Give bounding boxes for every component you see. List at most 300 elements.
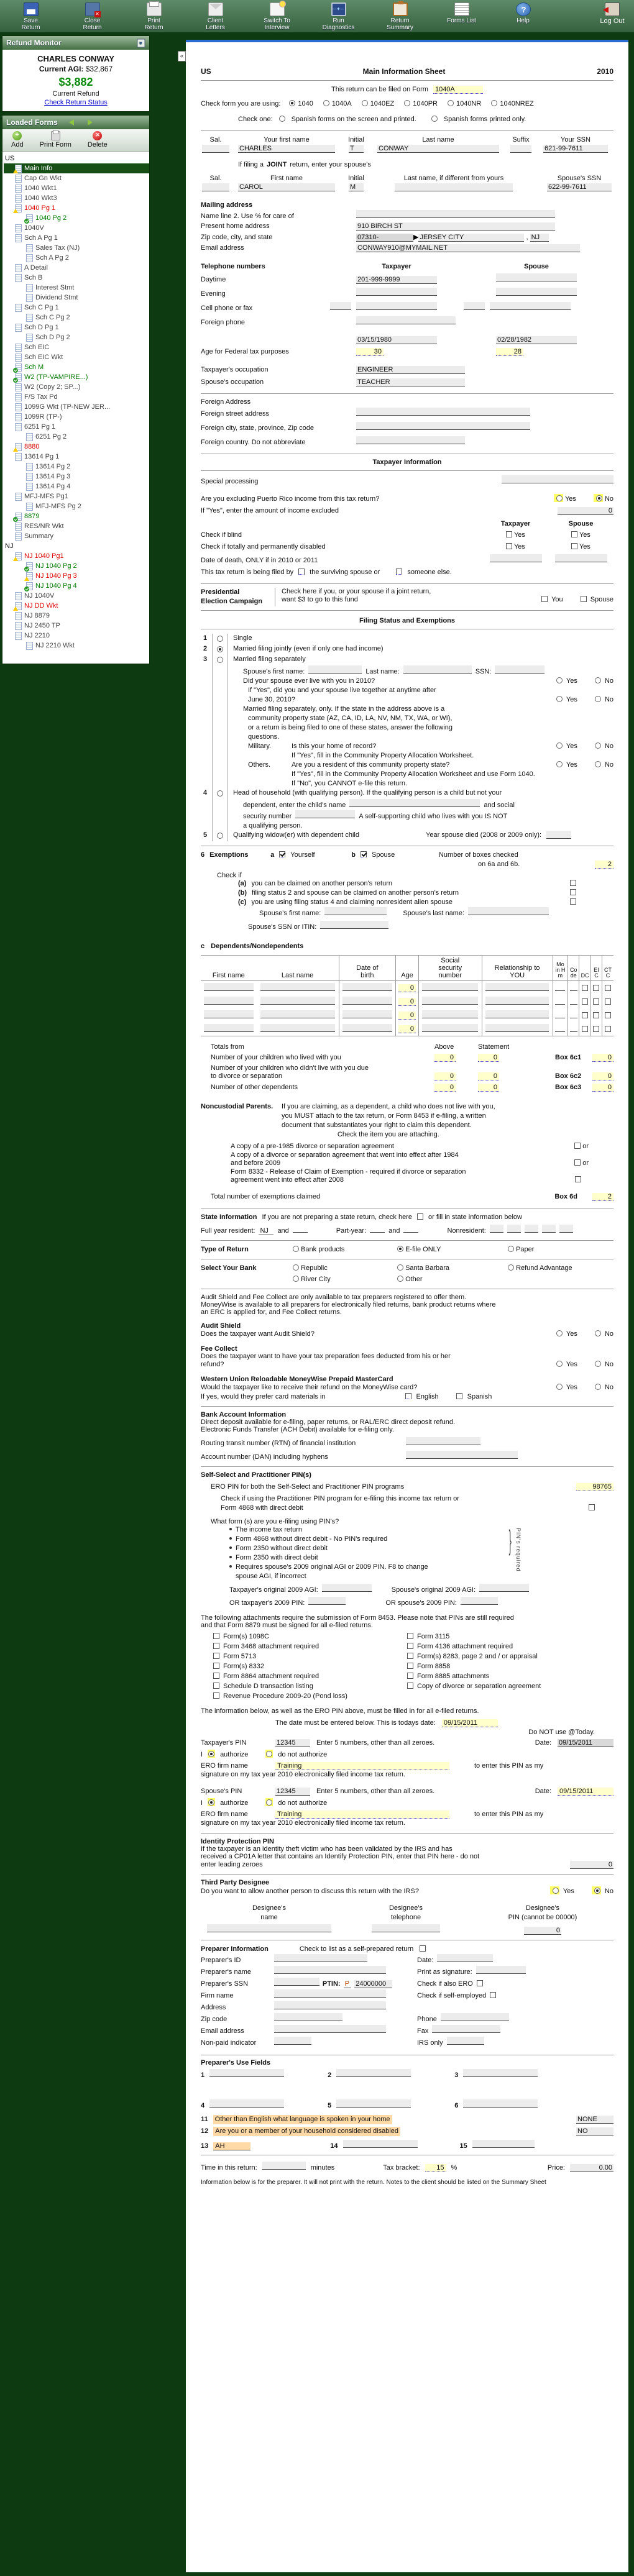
preparer-fax-field[interactable] (432, 2025, 500, 2033)
tree-item[interactable] (4, 173, 149, 183)
email-field[interactable]: CONWAY910@MYMAIL.NET (356, 244, 580, 252)
preparer-ssn-field[interactable] (274, 1978, 319, 1986)
tree-item[interactable] (4, 482, 149, 491)
foreign-street-field[interactable] (356, 408, 530, 416)
tree-item[interactable] (4, 432, 149, 442)
tp-not-authorize-radio[interactable] (266, 1751, 272, 1757)
logout-button[interactable]: Log Out (590, 0, 634, 25)
dep-eic-checkbox[interactable] (593, 998, 599, 1005)
tree-item[interactable] (4, 531, 149, 541)
use-field[interactable]: 3 (454, 2069, 538, 2081)
attachment-option[interactable]: Form 4136 attachment required (407, 1642, 613, 1651)
pec-spouse-checkbox[interactable] (581, 596, 587, 602)
attachment-option[interactable]: Form(s) 8283, page 2 and / or appraisal (407, 1651, 613, 1661)
evening-tp-field[interactable] (356, 288, 437, 296)
dep-first-field[interactable] (204, 1024, 254, 1032)
pr-amount-field[interactable]: 0 (558, 507, 613, 515)
dep-first-field[interactable] (204, 983, 254, 991)
back-arrow-icon[interactable] (69, 119, 74, 126)
also-ero-checkbox[interactable] (477, 1980, 483, 1986)
tree-item[interactable] (4, 631, 149, 641)
spouse-salutation-field[interactable] (202, 183, 229, 191)
dep-months-field[interactable] (555, 1024, 565, 1032)
dep-eic-checkbox[interactable] (593, 985, 599, 991)
spouse-last-name-field[interactable] (395, 183, 513, 191)
designee-phone-field[interactable] (372, 1924, 440, 1932)
cell-tp-field[interactable] (356, 302, 437, 310)
preparer-zip-field[interactable] (274, 2013, 342, 2021)
dep-ssn-field[interactable] (422, 997, 478, 1005)
tree-item[interactable] (4, 313, 149, 322)
fullyear-state2-field[interactable] (293, 1225, 308, 1233)
nra-spouse-ssn-field[interactable] (320, 921, 388, 929)
death-date-sp-field[interactable] (555, 554, 607, 562)
tree-item[interactable] (4, 233, 149, 243)
spanish-screen-radio[interactable] (279, 116, 285, 122)
military-no-radio[interactable] (595, 742, 601, 749)
tree-item[interactable] (4, 392, 149, 402)
check-return-status-link[interactable]: Check Return Status (44, 99, 108, 106)
dep-ssn-field[interactable] (422, 1024, 478, 1032)
ero-pin-field[interactable]: 98765 (576, 1483, 613, 1491)
tree-item[interactable] (4, 501, 149, 511)
disabled-sp-checkbox[interactable] (571, 543, 577, 549)
attachment-option[interactable]: Form 3468 attachment required (213, 1642, 407, 1651)
fee-no-radio[interactable] (595, 1361, 601, 1367)
tpd-no-radio[interactable] (594, 1888, 600, 1894)
todays-date-field[interactable]: 09/15/2011 (442, 1719, 498, 1727)
fs-single-radio[interactable] (217, 636, 223, 642)
toolbar-button[interactable]: Return Summary (369, 0, 431, 31)
republic-radio[interactable] (293, 1264, 299, 1271)
radio-icon[interactable] (323, 100, 329, 106)
dep-relationship-field[interactable] (485, 997, 549, 1005)
preparer-date-field[interactable] (437, 1954, 493, 1962)
attachment-option[interactable]: Form 3115 (407, 1632, 613, 1642)
tree-item[interactable] (4, 153, 149, 163)
attachment-option[interactable]: Form(s) 8332 (213, 1661, 407, 1671)
toolbar-button[interactable]: ─✦─ Run Diagnostics (308, 0, 369, 31)
dep-months-field[interactable] (555, 997, 565, 1005)
radio-icon[interactable] (362, 100, 368, 106)
tree-item[interactable] (4, 452, 149, 462)
toolbar-button[interactable]: ? Help (492, 0, 554, 31)
dep-dob-field[interactable] (342, 1010, 392, 1018)
blind-tp-checkbox[interactable] (506, 531, 512, 537)
fullyear-state1-field[interactable]: NJ (259, 1227, 273, 1235)
audit-no-radio[interactable] (595, 1330, 601, 1336)
attachment-checkbox[interactable] (213, 1653, 219, 1659)
audit-yes-radio[interactable] (556, 1330, 563, 1336)
tree-item[interactable] (4, 253, 149, 263)
pr-no-radio[interactable] (596, 495, 602, 501)
price-field[interactable]: 0.00 (570, 2164, 613, 2172)
dep-dc-checkbox[interactable] (582, 1026, 588, 1032)
dep-ssn-field[interactable] (422, 1010, 478, 1018)
print-as-signature-field[interactable] (476, 1966, 526, 1974)
foreign-country-field[interactable] (356, 436, 465, 444)
exemption-yourself-checkbox[interactable] (279, 851, 285, 857)
toolbar-button[interactable]: Save Return (0, 0, 62, 31)
form-using-option[interactable]: 1040 (289, 99, 313, 109)
efile-only-radio[interactable] (397, 1246, 403, 1252)
ssn-field[interactable]: 621-99-7611 (543, 145, 608, 153)
tree-item[interactable] (4, 243, 149, 253)
disabled-answer-field[interactable]: NO (576, 2127, 613, 2135)
language-answer-field[interactable]: NONE (576, 2116, 613, 2124)
tree-item[interactable] (4, 322, 149, 332)
sp-2009-agi-field[interactable] (479, 1584, 529, 1592)
use-field[interactable]: 5 (328, 2099, 411, 2111)
add-form-button[interactable]: + Add (11, 131, 24, 149)
form-using-option[interactable]: 1040A (323, 99, 352, 109)
resident-yes-radio[interactable] (556, 761, 563, 767)
cell-type-tp-field[interactable] (330, 302, 351, 310)
sp-ero-firm-field[interactable]: Training (275, 1811, 449, 1819)
nonres-state1-field[interactable] (490, 1225, 503, 1233)
tp-authorize-radio[interactable] (208, 1751, 214, 1757)
sp-occupation-field[interactable]: TEACHER (356, 378, 465, 386)
attachment-checkbox[interactable] (407, 1683, 413, 1689)
special-processing-field[interactable] (502, 475, 613, 483)
attachment-checkbox[interactable] (213, 1683, 219, 1689)
spouse-first-name-field[interactable]: CAROL (238, 183, 335, 191)
use-field[interactable]: 6 (454, 2099, 538, 2111)
attachment-option[interactable]: Form 5713 (213, 1651, 407, 1661)
tree-item[interactable] (4, 193, 149, 203)
tree-item[interactable] (4, 263, 149, 273)
form-using-option[interactable]: 1040EZ (362, 99, 395, 109)
dep-ctc-checkbox[interactable] (605, 1026, 611, 1032)
tree-item[interactable] (4, 372, 149, 382)
tree-item[interactable] (4, 203, 149, 213)
dep-relationship-field[interactable] (485, 1010, 549, 1018)
mw-yes-radio[interactable] (556, 1384, 563, 1390)
cell-sp-field[interactable] (490, 302, 571, 310)
fs-qw-radio[interactable] (217, 833, 223, 839)
tree-item[interactable] (4, 601, 149, 611)
tree-item[interactable] (4, 273, 149, 283)
death-date-tp-field[interactable] (490, 554, 542, 562)
dep-first-field[interactable] (204, 1010, 254, 1018)
dep-relationship-field[interactable] (485, 983, 549, 991)
first-name-field[interactable]: CHARLES (238, 145, 335, 153)
dep-eic-checkbox[interactable] (593, 1026, 599, 1032)
hoh-child-ssn-field[interactable] (295, 810, 355, 818)
nonres-state5-field[interactable] (559, 1225, 573, 1233)
daytime-sp-field[interactable] (496, 273, 577, 281)
tree-item[interactable] (4, 412, 149, 422)
attachment-option[interactable]: Form 8858 (407, 1661, 613, 1671)
toolbar-button[interactable]: Print Return (123, 0, 185, 31)
disabled-tp-checkbox[interactable] (506, 543, 512, 549)
tp-ero-firm-field[interactable]: Training (275, 1762, 449, 1770)
designee-name-field[interactable] (207, 1924, 331, 1932)
attachment-checkbox[interactable] (213, 1663, 219, 1669)
attachment-option[interactable]: Form 8864 attachment required (213, 1671, 407, 1681)
post1984-checkbox[interactable] (574, 1159, 581, 1166)
tree-item[interactable] (4, 352, 149, 362)
dep-code-field[interactable] (570, 1010, 577, 1018)
use-field-13[interactable]: AH (213, 2142, 250, 2150)
mfs-spouse-last-field[interactable] (403, 665, 472, 674)
bank-products-radio[interactable] (293, 1246, 299, 1252)
toolbar-button[interactable]: Client Letters (185, 0, 246, 31)
tp-occupation-field[interactable]: ENGINEER (356, 366, 465, 374)
partyear-state1-field[interactable] (370, 1225, 385, 1233)
initial-field[interactable]: T (349, 145, 364, 153)
preparer-id-field[interactable] (274, 1954, 367, 1962)
tree-item[interactable] (4, 342, 149, 352)
delete-form-button[interactable]: ✕ Delete (88, 131, 108, 149)
mfs-spouse-first-field[interactable] (308, 665, 362, 674)
tree-item[interactable] (4, 283, 149, 293)
sp-2009-pin-field[interactable] (461, 1597, 498, 1605)
spouse-initial-field[interactable]: M (349, 183, 364, 191)
hoh-child-name-field[interactable] (349, 799, 480, 807)
toolbar-button[interactable]: Switch To Interview (246, 0, 308, 31)
attachment-option[interactable]: Form 8885 attachments (407, 1671, 613, 1681)
taxpayer-pin-field[interactable]: 12345 (275, 1739, 310, 1747)
preparer-name-field[interactable] (274, 1966, 386, 1974)
birth-date-tp-field[interactable]: 03/15/1980 (356, 336, 437, 344)
form-using-option[interactable]: 1040NREZ (491, 99, 533, 109)
print-form-button[interactable]: Print Form (40, 131, 71, 149)
tree-item[interactable] (4, 641, 149, 651)
attachment-option[interactable]: Form(s) 1098C (213, 1632, 407, 1642)
tree-item[interactable] (4, 293, 149, 303)
partyear-state2-field[interactable] (403, 1225, 418, 1233)
ptin-prefix-field[interactable]: P (344, 1980, 352, 1988)
mw-english-checkbox[interactable] (405, 1393, 411, 1399)
tree-item[interactable] (4, 541, 149, 551)
foreign-phone-field[interactable] (356, 316, 456, 324)
tree-item[interactable] (4, 332, 149, 342)
daytime-tp-field[interactable]: 201-999-9999 (356, 276, 437, 284)
tree-item[interactable] (4, 611, 149, 621)
tree-item[interactable] (4, 183, 149, 193)
toolbar-button[interactable]: ✕ Close Return (62, 0, 123, 31)
pec-you-checkbox[interactable] (541, 596, 548, 602)
fee-yes-radio[interactable] (556, 1361, 563, 1367)
nonres-state4-field[interactable] (542, 1225, 556, 1233)
tpd-yes-radio[interactable] (553, 1888, 559, 1894)
tree-item[interactable] (4, 213, 149, 223)
city-field[interactable]: JERSEY CITY (418, 234, 524, 242)
attachment-checkbox[interactable] (407, 1663, 413, 1669)
tp-2009-agi-field[interactable] (322, 1584, 372, 1592)
use-field[interactable]: 1 (201, 2069, 284, 2081)
preparer-address-field[interactable] (274, 2001, 386, 2009)
rtn-field[interactable] (406, 1437, 480, 1445)
nonres-state3-field[interactable] (525, 1225, 538, 1233)
nra-spouse-first-field[interactable] (324, 907, 387, 915)
dep-last-field[interactable] (260, 983, 335, 991)
attachment-option[interactable]: Revenue Procedure 2009-20 (Pond loss) (213, 1691, 407, 1701)
attachment-checkbox[interactable] (213, 1673, 219, 1679)
self-employed-checkbox[interactable] (490, 1992, 496, 1998)
toolbar-button[interactable]: Forms List (431, 0, 492, 31)
tree-item[interactable] (4, 551, 149, 561)
military-yes-radio[interactable] (556, 742, 563, 749)
form8332-checkbox[interactable] (575, 1176, 581, 1182)
dep-code-field[interactable] (570, 1024, 577, 1032)
river-city-radio[interactable] (293, 1276, 299, 1282)
dep-eic-checkbox[interactable] (593, 1012, 599, 1018)
tree-item[interactable] (4, 382, 149, 392)
tree-item[interactable] (4, 621, 149, 631)
exemption-spouse-checkbox[interactable] (361, 851, 367, 857)
claimed-a-checkbox[interactable] (570, 880, 576, 886)
preparer-phone-field[interactable] (441, 2013, 509, 2021)
dep-ssn-field[interactable] (422, 983, 478, 991)
nonres-state2-field[interactable] (507, 1225, 521, 1233)
spouse-pin-field[interactable]: 12345 (275, 1788, 310, 1796)
lived-yes-radio[interactable] (556, 677, 563, 683)
refund-advantage-radio[interactable] (508, 1264, 514, 1271)
use-field[interactable]: 4 (201, 2099, 284, 2111)
radio-icon[interactable] (491, 100, 497, 106)
tree-item[interactable] (4, 362, 149, 372)
preparer-email-field[interactable] (274, 2025, 386, 2033)
collapse-panel-icon[interactable]: » (137, 39, 145, 47)
pr-yes-radio[interactable] (556, 495, 563, 501)
nra-spouse-last-field[interactable] (468, 907, 549, 915)
practitioner-pin-checkbox[interactable] (589, 1504, 595, 1510)
tree-item[interactable] (4, 511, 149, 521)
tree-item[interactable] (4, 402, 149, 412)
spouse-sign-date-field[interactable]: 09/15/2011 (558, 1788, 613, 1796)
foreign-city-field[interactable] (356, 422, 530, 430)
fs-hoh-radio[interactable] (217, 790, 223, 797)
mw-spanish-checkbox[interactable] (456, 1393, 462, 1399)
mfs-spouse-ssn-field[interactable] (495, 665, 544, 674)
birth-date-sp-field[interactable]: 02/28/1982 (496, 336, 577, 344)
dep-dc-checkbox[interactable] (582, 1012, 588, 1018)
form-using-option[interactable]: 1040PR (404, 99, 438, 109)
tree-item[interactable] (4, 472, 149, 482)
irs-only-field[interactable] (447, 2037, 484, 2045)
dep-dc-checkbox[interactable] (582, 985, 588, 991)
someone-else-checkbox[interactable] (396, 569, 402, 575)
attachment-checkbox[interactable] (407, 1643, 413, 1649)
attachment-checkbox[interactable] (407, 1673, 413, 1679)
tree-item[interactable] (4, 561, 149, 571)
no-state-return-checkbox[interactable] (417, 1213, 423, 1220)
attachment-checkbox[interactable] (213, 1633, 219, 1639)
forward-arrow-icon[interactable] (88, 119, 93, 126)
name-line2-field[interactable] (356, 210, 555, 218)
radio-icon[interactable] (289, 100, 295, 106)
dep-last-field[interactable] (260, 1024, 335, 1032)
zip-field[interactable]: 07310- (356, 234, 413, 242)
suffix-field[interactable] (510, 145, 531, 153)
state-field[interactable]: NJ (530, 234, 549, 242)
spouse-ssn-field[interactable]: 622-99-7611 (547, 183, 612, 191)
tree-item[interactable] (4, 163, 149, 173)
after-jun30-no-radio[interactable] (595, 696, 601, 702)
dep-ctc-checkbox[interactable] (605, 998, 611, 1005)
form-using-option[interactable]: 1040NR (448, 99, 481, 109)
paper-radio[interactable] (508, 1246, 514, 1252)
tree-item[interactable] (4, 303, 149, 313)
dep-last-field[interactable] (260, 1010, 335, 1018)
identity-pin-field[interactable]: 0 (570, 1861, 613, 1869)
firm-name-field[interactable] (274, 1989, 386, 1998)
surviving-spouse-checkbox[interactable] (298, 569, 305, 575)
claimed-c-checkbox[interactable] (570, 898, 576, 905)
tree-item[interactable] (4, 521, 149, 531)
dan-field[interactable] (406, 1451, 518, 1459)
dep-months-field[interactable] (555, 1010, 565, 1018)
tree-item[interactable] (4, 491, 149, 501)
tree-item[interactable] (4, 571, 149, 581)
ptin-field[interactable]: 24000000 (354, 1980, 392, 1988)
pre1985-checkbox[interactable] (574, 1143, 581, 1149)
designee-pin-field[interactable]: 0 (524, 1927, 561, 1935)
mw-no-radio[interactable] (595, 1384, 601, 1390)
attachment-checkbox[interactable] (407, 1653, 413, 1659)
tree-item[interactable] (4, 223, 149, 233)
dep-code-field[interactable] (570, 983, 577, 991)
attachment-option[interactable]: Schedule D transaction listing (213, 1681, 407, 1691)
dep-months-field[interactable] (555, 983, 565, 991)
claimed-b-checkbox[interactable] (570, 889, 576, 895)
tree-item[interactable] (4, 422, 149, 432)
nonpaid-indicator-field[interactable] (274, 2037, 311, 2045)
radio-icon[interactable] (404, 100, 410, 106)
self-prepared-checkbox[interactable] (420, 1945, 426, 1952)
dep-dc-checkbox[interactable] (582, 998, 588, 1005)
dep-ctc-checkbox[interactable] (605, 1012, 611, 1018)
last-name-field[interactable]: CONWAY (377, 145, 499, 153)
sp-authorize-radio[interactable] (208, 1799, 214, 1806)
salutation-field[interactable] (202, 145, 229, 153)
attachment-checkbox[interactable] (213, 1643, 219, 1649)
other-bank-radio[interactable] (397, 1276, 403, 1282)
home-address-field[interactable]: 910 BIRCH ST (356, 222, 555, 231)
time-in-return-field[interactable] (262, 2162, 306, 2170)
fs-mfj-radio[interactable] (217, 646, 223, 652)
tree-item[interactable] (4, 591, 149, 601)
filed-on-form-field[interactable]: 1040A (433, 86, 483, 94)
tree-item[interactable] (4, 581, 149, 591)
after-jun30-yes-radio[interactable] (556, 696, 563, 702)
santa-barbara-radio[interactable] (397, 1264, 403, 1271)
attachment-option[interactable]: Copy of divorce or separation agreement (407, 1681, 613, 1691)
tp-2009-pin-field[interactable] (308, 1597, 346, 1605)
blind-sp-checkbox[interactable] (571, 531, 577, 537)
dep-relationship-field[interactable] (485, 1024, 549, 1032)
dep-dob-field[interactable] (342, 1024, 392, 1032)
year-spouse-died-field[interactable] (546, 831, 571, 839)
tree-item[interactable] (4, 442, 149, 452)
attachment-checkbox[interactable] (213, 1692, 219, 1699)
use-field-15[interactable] (472, 2140, 535, 2148)
tree-item[interactable] (4, 462, 149, 472)
dep-last-field[interactable] (260, 997, 335, 1005)
collapse-form-tree-button[interactable]: « (178, 51, 186, 62)
sp-not-authorize-radio[interactable] (266, 1799, 272, 1806)
cell-type-sp-field[interactable] (464, 302, 485, 310)
taxpayer-sign-date-field[interactable]: 09/15/2011 (558, 1739, 613, 1747)
dep-ctc-checkbox[interactable] (605, 985, 611, 991)
dep-code-field[interactable] (570, 997, 577, 1005)
dep-dob-field[interactable] (342, 983, 392, 991)
dep-dob-field[interactable] (342, 997, 392, 1005)
evening-sp-field[interactable] (496, 288, 577, 296)
use-field[interactable]: 2 (328, 2069, 411, 2081)
